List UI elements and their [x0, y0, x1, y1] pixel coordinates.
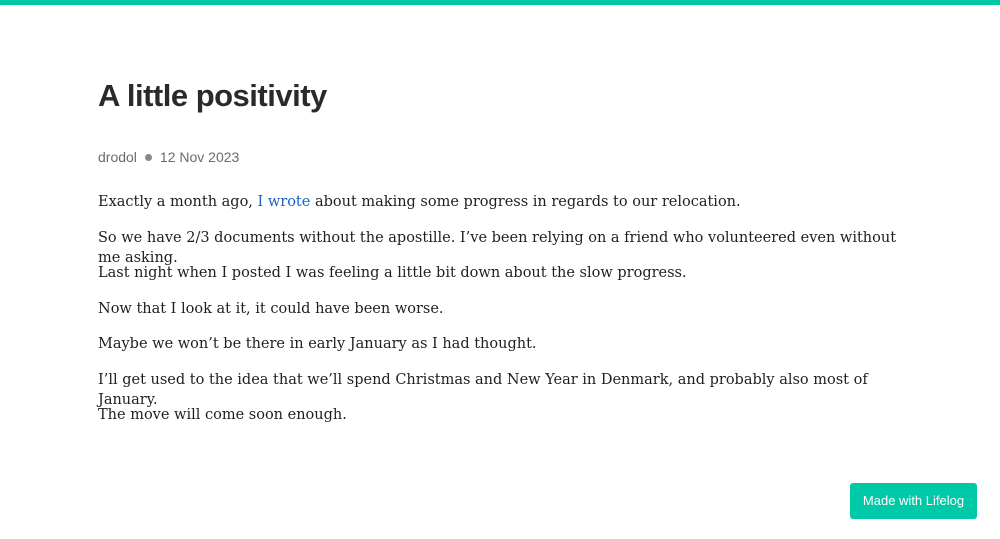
post-article — [98, 74, 918, 441]
paragraph: Maybe we won’t be there in early January as I had thought. — [98, 336, 537, 352]
post-date: 12 Nov 2023 — [159, 149, 240, 165]
i-wrote-link[interactable]: I wrote — [257, 194, 311, 210]
meta-separator-dot — [145, 154, 152, 161]
paragraph-text: about making some progress in regards to our relocation. — [310, 194, 741, 210]
post-title: A little positivity — [98, 78, 327, 113]
paragraph: The move will come soon enough. — [98, 407, 347, 423]
paragraph: So we have 2/3 documents without the apostille. I’ve been relying on a friend who volunteered even without me asking. — [98, 229, 897, 266]
paragraph-text: Exactly a month ago, — [98, 194, 258, 210]
paragraph: I’ll get used to the idea that we’ll spend Christmas and New Year in Denmark, and probably also most of January. — [98, 371, 868, 408]
post-body — [98, 192, 918, 441]
paragraph — [98, 192, 918, 228]
made-with-lifelog-button[interactable]: Made with Lifelog — [850, 483, 977, 519]
top-accent-bar — [0, 0, 1000, 5]
paragraph: Last night when I posted I was feeling a little bit down about the slow progress. — [98, 265, 687, 281]
post-author: drodol — [98, 149, 137, 165]
paragraph: Now that I look at it, it could have been worse. — [98, 300, 444, 317]
post-meta — [98, 148, 918, 166]
